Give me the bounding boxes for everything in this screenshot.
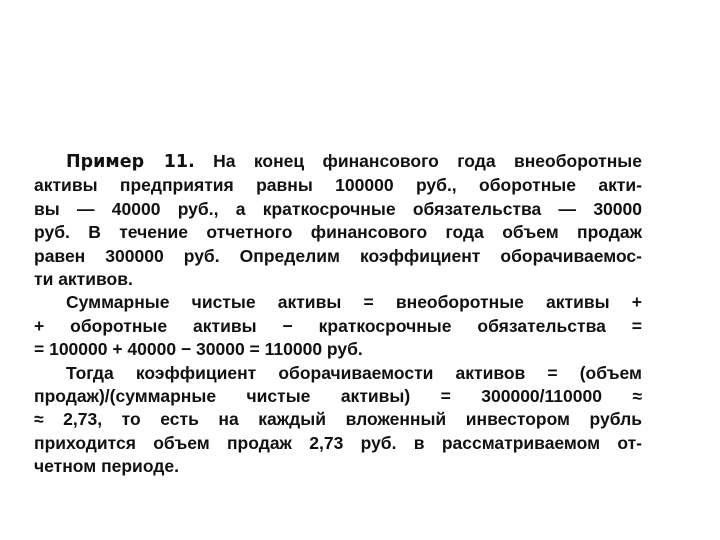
- text-fragment: На конец финансового года внеоборотные: [194, 151, 642, 171]
- text-line: приходится объем продаж 2,73 руб. в рассматриваемом от-: [34, 432, 642, 453]
- text-line: ≈ 2,73, то есть на каждый вложенный инвестором рубль: [34, 409, 642, 430]
- example-text: [34, 150, 642, 479]
- text-line: четном периоде.: [34, 456, 179, 477]
- text-line: руб. В течение отчетного финансового года объем продаж: [34, 222, 642, 243]
- text-line: продаж)/(суммарные чистые активы) = 300000/110000 ≈: [34, 386, 642, 407]
- text-line: ти активов.: [34, 269, 133, 290]
- example-heading: Пример 11.: [66, 152, 195, 172]
- text-line: равен 300000 руб. Определим коэффициент оборачиваемос-: [34, 245, 642, 266]
- text-line: [34, 150, 642, 174]
- text-line: Суммарные чистые активы = внеоборотные активы +: [66, 292, 642, 313]
- text-line: Тогда коэффициент оборачиваемости активов = (объем: [66, 362, 642, 383]
- text-line: активы предприятия равны 100000 руб., оборотные акти-: [34, 175, 642, 196]
- text-line: вы — 40000 руб., а краткосрочные обязательства — 30000: [34, 198, 642, 219]
- text-line: + оборотные активы − краткосрочные обязательства =: [34, 315, 642, 336]
- text-line: = 100000 + 40000 − 30000 = 110000 руб.: [34, 339, 363, 360]
